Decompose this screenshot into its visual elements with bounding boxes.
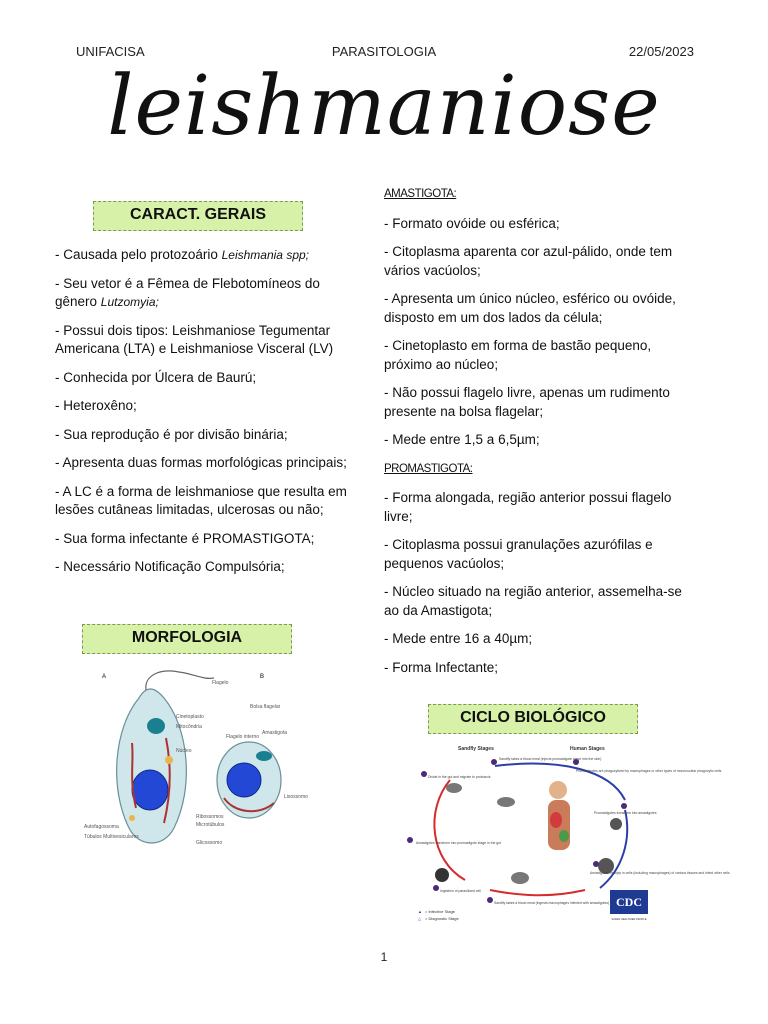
label-ribossomos: Ribossomos xyxy=(196,814,224,820)
label-lisossomo: Lisossomo xyxy=(284,794,308,800)
gerais-item-5: - Heteroxêno; xyxy=(55,398,137,413)
promastigote-body xyxy=(117,689,187,843)
step-text-5: Sandfly takes a blood meal (ingests macrophages infected with amastigotes) xyxy=(494,901,610,905)
amastigota-item-3: - Apresenta um único núcleo, esférico ou ovóide, disposto em um dos lados da célula; xyxy=(384,291,676,325)
promastigota-item-1: - Forma alongada, região anterior possui flagelo livre; xyxy=(384,490,672,524)
gerais-item-7: - Apresenta duas formas morfológicas principais; xyxy=(55,455,347,470)
cdc-logo-text: CDC xyxy=(616,895,642,909)
label-flagelo-interno: Flagelo interno xyxy=(226,734,260,740)
human-head xyxy=(549,781,567,799)
gerais-list xyxy=(55,246,355,587)
step-text-7: Amastigotes transform into promastigote stage in the gut xyxy=(416,841,501,845)
human-stages-label: Human Stages xyxy=(570,746,605,752)
amastigota-item-6: - Mede entre 1,5 a 6,5µm; xyxy=(384,432,540,447)
parasite-cluster-1 xyxy=(446,783,462,793)
step-text-1: Sandfly takes a blood meal (injects promastigote stage into the skin) xyxy=(499,757,602,761)
label-autofagossoma: Autofagossoma xyxy=(84,824,119,830)
header-subject: PARASITOLOGIA xyxy=(331,44,437,59)
step-marker-1 xyxy=(491,759,497,765)
gerais-item-1 xyxy=(55,246,355,265)
promastigota-item-5: - Forma Infectante; xyxy=(384,659,499,675)
amastigote-kinetoplast xyxy=(256,751,272,761)
step-marker-8 xyxy=(421,771,427,777)
parasite-cluster-2 xyxy=(497,797,515,807)
section-morfologia-label: MORFOLOGIA xyxy=(82,624,292,654)
glycosome-shape-2 xyxy=(129,815,135,821)
human-organ-2 xyxy=(559,830,569,842)
amastigota-item-5: - Não possui flagelo livre, apenas um rudimento presente na bolsa flagelar; xyxy=(384,385,670,419)
section-ciclo-label: CICLO BIOLÓGICO xyxy=(428,704,638,734)
step-text-2: Promastigotes are phagocytized by macrophages or other types of mononuclear phagocytic cells xyxy=(576,769,722,773)
species-name: Leishmania spp; xyxy=(221,248,309,262)
life-cycle-figure xyxy=(410,740,730,922)
label-cinetoplasto: Cinetoplasto xyxy=(176,714,204,720)
header-institution: UNIFACISA xyxy=(76,44,145,59)
amastigota-item-2: - Citoplasma aparenta cor azul-pálido, onde tem vários vacúolos; xyxy=(384,244,673,278)
parasite-cluster-3 xyxy=(610,818,622,830)
cdc-logo-subtitle: SAFER·HEALTHIER·PEOPLE xyxy=(611,918,647,921)
step-marker-7 xyxy=(407,837,413,843)
label-tubulos: Túbulos Multivesiculares xyxy=(84,834,139,840)
step-text-4: Amastigotes multiply in cells (including macrophages) of various tissues and infect other cells xyxy=(590,871,730,875)
gerais-item-2 xyxy=(55,275,355,312)
human-organ xyxy=(550,812,562,828)
promastigota-item-3: - Núcleo situado na região anterior, assemelha-se ao da Amastigota; xyxy=(384,584,682,618)
amastigote-nucleus xyxy=(227,763,261,797)
vector-genus: Lutzomyia; xyxy=(100,295,159,309)
flagellum-shape xyxy=(146,671,214,690)
label-microtubulos: Microtúbulos xyxy=(196,822,225,828)
figure-label-b: B xyxy=(260,674,265,680)
label-nucleo: Núcleo xyxy=(176,748,192,754)
kinetoplast-shape xyxy=(147,718,165,734)
gerais-item-3: - Possui dois tipos: Leishmaniose Tegumentar Americana (LTA) e Leishmaniose Visceral (LV) xyxy=(55,322,334,356)
amastigota-item-1: - Formato ovóide ou esférica; xyxy=(384,215,560,231)
morphology-figure xyxy=(84,668,314,860)
promastigota-item-4: - Mede entre 16 a 40µm; xyxy=(384,631,533,646)
promastigota-heading: PROMASTIGOTA: xyxy=(384,462,473,475)
label-flagelo: Flagelo xyxy=(212,680,229,686)
nucleus-shape xyxy=(132,770,168,810)
header-date: 22/05/2023 xyxy=(628,44,694,59)
step-marker-5 xyxy=(487,897,493,903)
step-marker-6 xyxy=(433,885,439,891)
sandfly-shape xyxy=(511,872,529,884)
label-bolsa: Bolsa flagelar xyxy=(250,704,281,710)
label-amastigota: Amastigota xyxy=(262,730,288,736)
right-column xyxy=(384,185,684,687)
gerais-item-10: - Necessário Notificação Compulsória; xyxy=(55,559,285,574)
label-mitocondria: Mitocôndria xyxy=(176,724,202,730)
figure-label-a: A xyxy=(102,674,107,680)
gerais-item-6: - Sua reprodução é por divisão binária; xyxy=(55,426,288,442)
section-gerais-label: CARACT. GERAIS xyxy=(93,201,303,231)
step-text-6: Ingestion of parasitized cell xyxy=(440,889,481,893)
parasite-cluster-5 xyxy=(435,868,449,882)
legend-infective-icon: ▲ xyxy=(418,909,422,914)
cycle-arrow-bottom xyxy=(490,890,585,895)
step-marker-3 xyxy=(621,803,627,809)
glycosome-shape xyxy=(165,756,173,764)
gerais-item-8: - A LC é a forma de leishmaniose que resulta em lesões cutâneas limitadas, ulcerosas ou não; xyxy=(55,483,347,517)
legend-diagnostic: = Diagnostic Stage xyxy=(425,916,459,921)
gerais-item-1-text: - Causada pelo protozoário xyxy=(55,247,222,262)
step-text-8: Divide in the gut and migrate to proboscis xyxy=(428,775,491,779)
promastigota-item-2: - Citoplasma possui granulações azurófilas e pequenos vacúolos; xyxy=(384,537,653,571)
gerais-item-2-text: - Seu vetor é a Fêmea de Flebotomíneos do gênero xyxy=(55,275,320,309)
amastigota-item-4: - Cinetoplasto em forma de bastão pequeno, próximo ao núcleo; xyxy=(384,338,652,372)
sandfly-stages-label: Sandfly Stages xyxy=(458,746,494,752)
legend-diagnostic-icon: △ xyxy=(418,916,422,921)
page-title: leishmaniose xyxy=(107,59,661,154)
label-glicossomo: Glicossomo xyxy=(196,840,223,846)
gerais-item-4: - Conhecida por Úlcera de Baurú; xyxy=(55,369,257,385)
gerais-item-9: - Sua forma infectante é PROMASTIGOTA; xyxy=(55,530,315,546)
step-text-3: Promastigotes transform into amastigotes xyxy=(594,811,657,815)
legend-infective: = Infective Stage xyxy=(425,909,455,914)
cycle-arrow-left xyxy=(434,780,465,880)
page-number: 1 xyxy=(380,950,388,964)
step-marker-4 xyxy=(593,861,599,867)
amastigota-heading: AMASTIGOTA: xyxy=(384,188,457,200)
